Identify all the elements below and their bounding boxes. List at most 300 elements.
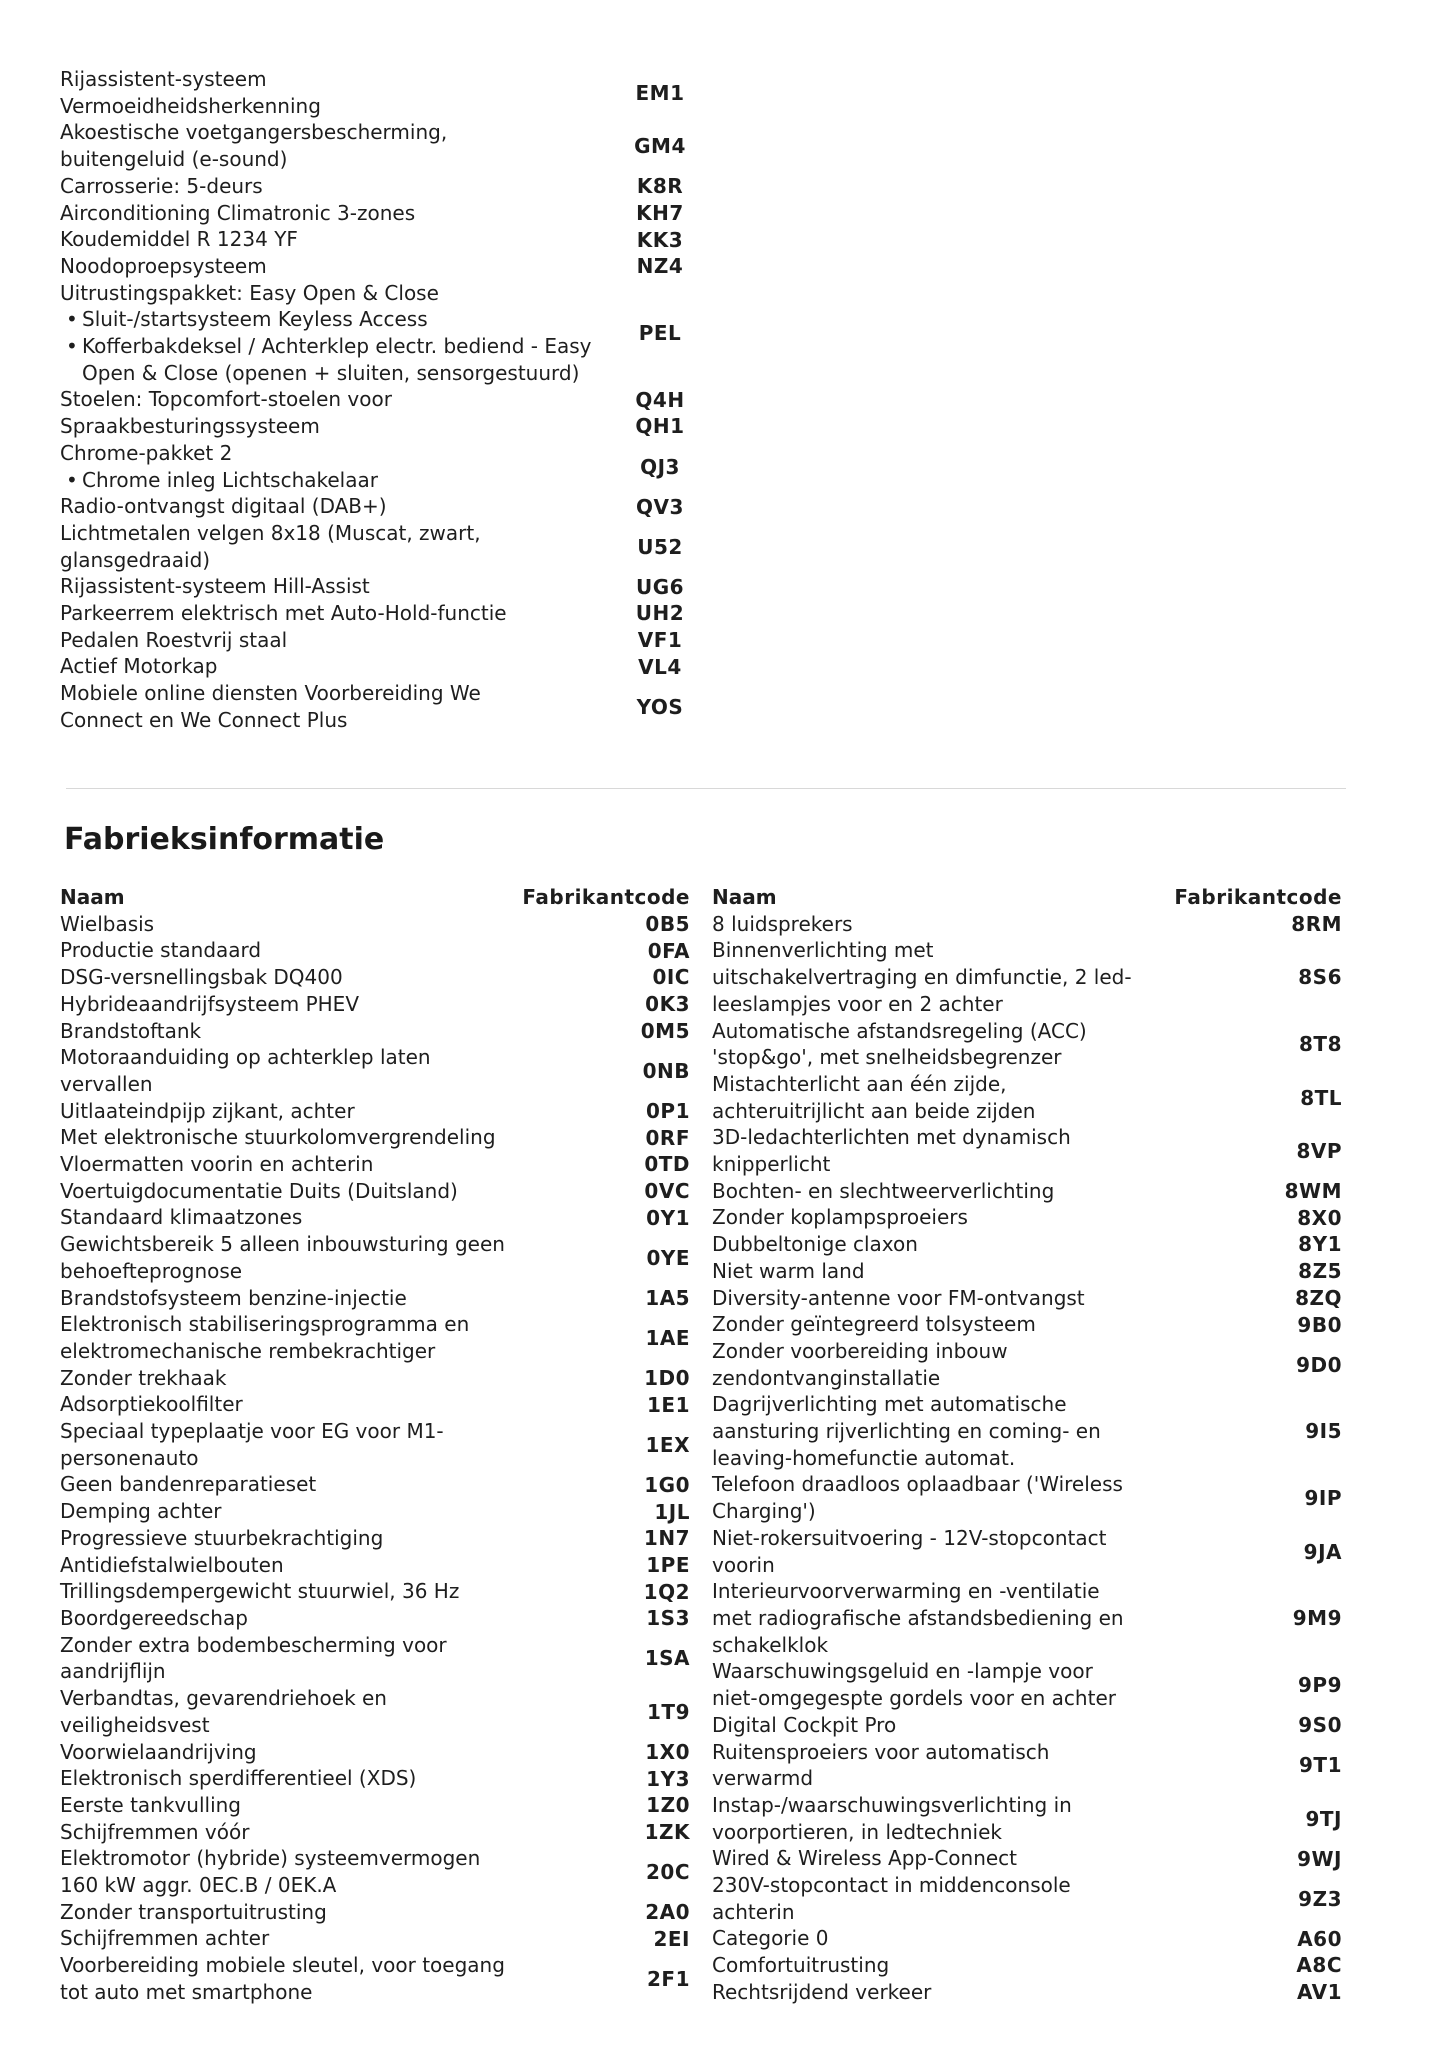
- item-code: 0TD: [644, 1152, 690, 1177]
- option-row: [60, 386, 720, 413]
- label-line: Akoestische voetgangersbescherming,: [60, 120, 448, 145]
- item-code: 1Q2: [643, 1579, 690, 1604]
- label-line: Uitrustingspakket: Easy Open & Close: [60, 280, 439, 305]
- header-code: Fabrikantcode: [1174, 885, 1342, 909]
- item-code: 1JL: [654, 1499, 690, 1524]
- label-line: Charging'): [712, 1499, 816, 1524]
- item-label: [60, 964, 520, 991]
- label-line: uitschakelvertraging en dimfunctie, 2 led-: [712, 965, 1132, 990]
- label-line: 230V-stopcontact in middenconsole: [712, 1873, 1071, 1898]
- item-code: 0IC: [652, 965, 690, 990]
- item-code: 1EX: [645, 1432, 690, 1457]
- item-label: [712, 1792, 1172, 1845]
- label-line: Airconditioning Climatronic 3-zones: [60, 200, 416, 225]
- option-row: [60, 493, 720, 520]
- label-line: Digital Cockpit Pro: [712, 1712, 897, 1737]
- table-row: [60, 1124, 690, 1151]
- table-row: [712, 1712, 1342, 1739]
- item-label: [60, 1952, 520, 2005]
- item-code: 8TL: [1300, 1085, 1342, 1110]
- label-line: Progressieve stuurbekrachtiging: [60, 1525, 384, 1550]
- table-row: [60, 1018, 690, 1045]
- table-row: [712, 1338, 1342, 1391]
- label-line: Standaard klimaatzones: [60, 1205, 303, 1230]
- label-line: Lichtmetalen velgen 8x18 (Muscat, zwart,: [60, 520, 481, 545]
- label-line: buitengeluid (e-sound): [60, 147, 288, 172]
- item-label: [60, 627, 600, 654]
- table-row: [712, 1204, 1342, 1231]
- table-row: [60, 964, 690, 991]
- item-label: [712, 1124, 1172, 1177]
- item-label: [712, 1712, 1172, 1739]
- item-code: 20C: [645, 1860, 690, 1885]
- item-code: 9P9: [1298, 1673, 1342, 1698]
- item-label: [712, 1925, 1172, 1952]
- item-label: [712, 1658, 1172, 1711]
- item-label: [60, 253, 600, 280]
- item-label: [60, 1285, 520, 1312]
- label-line: Stoelen: Topcomfort-stoelen voor: [60, 387, 392, 412]
- option-list: [60, 66, 720, 734]
- option-row: [60, 680, 720, 733]
- factory-table-left: [60, 884, 690, 2006]
- table-row: [60, 1285, 690, 1312]
- label-line: Schijfremmen vóór: [60, 1819, 250, 1844]
- label-line: Voorbereiding mobiele sleutel, voor toegang: [60, 1953, 505, 1978]
- header-code: Fabrikantcode: [522, 885, 690, 909]
- option-row: [60, 253, 720, 280]
- option-row: [60, 573, 720, 600]
- item-label: [712, 1204, 1172, 1231]
- table-row: [712, 1925, 1342, 1952]
- item-code: 2F1: [647, 1966, 690, 1991]
- option-row: [60, 226, 720, 253]
- label-line: vervallen: [60, 1071, 153, 1096]
- table-row: [60, 991, 690, 1018]
- item-code: 8RM: [1291, 912, 1342, 937]
- item-code: 8Y1: [1298, 1232, 1342, 1257]
- header-name: Naam: [712, 885, 777, 909]
- label-line: aandrijflijn: [60, 1659, 166, 1684]
- item-code: KH7: [636, 200, 684, 225]
- table-row: [60, 1925, 690, 1952]
- label-line: Actief Motorkap: [60, 654, 218, 679]
- item-label: [60, 1018, 520, 1045]
- table-row: [712, 1845, 1342, 1872]
- item-label: [60, 1632, 520, 1685]
- table-row: [60, 1819, 690, 1846]
- item-label: [60, 1311, 520, 1364]
- item-code: QJ3: [640, 454, 680, 479]
- table-row: [712, 1872, 1342, 1925]
- item-code: 8X0: [1297, 1205, 1342, 1230]
- label-line: Vermoeidheidsherkenning: [60, 93, 321, 118]
- label-line: knipperlicht: [712, 1152, 831, 1177]
- item-label: [60, 1231, 520, 1284]
- label-line: Elektronisch sperdifferentieel (XDS): [60, 1766, 417, 1791]
- item-code: 8WM: [1284, 1179, 1342, 1204]
- label-line: personenauto: [60, 1445, 199, 1470]
- section-divider: [66, 788, 1346, 789]
- label-line: Verbandtas, gevarendriehoek en: [60, 1686, 387, 1711]
- item-code: QV3: [636, 494, 684, 519]
- label-line: Mobiele online diensten Voorbereiding We: [60, 681, 481, 706]
- item-code: UH2: [635, 601, 685, 626]
- table-row: [712, 1578, 1342, 1658]
- label-line: voorportieren, in ledtechniek: [712, 1819, 1002, 1844]
- item-code: 0Y1: [646, 1205, 690, 1230]
- item-code: 1T9: [647, 1699, 690, 1724]
- label-line: Pedalen Roestvrij staal: [60, 627, 288, 652]
- item-code: AV1: [1296, 1980, 1342, 2005]
- item-label: [60, 991, 520, 1018]
- table-row: [712, 1311, 1342, 1338]
- label-line: achterin: [712, 1899, 795, 1924]
- item-code: 1A5: [645, 1285, 690, 1310]
- item-code: A60: [1297, 1926, 1342, 1951]
- table-row: [712, 1178, 1342, 1205]
- label-line: behoefteprognose: [60, 1258, 243, 1283]
- label-line: voorin: [712, 1552, 775, 1577]
- item-label: [60, 1739, 520, 1766]
- item-label: [712, 1231, 1172, 1258]
- item-label: [60, 520, 600, 573]
- table-row: [60, 1765, 690, 1792]
- label-line: met radiografische afstandsbediening en: [712, 1605, 1124, 1630]
- table-row: [60, 1418, 690, 1471]
- table-row: [60, 1952, 690, 2005]
- item-label: [712, 1739, 1172, 1792]
- table-row: [712, 1285, 1342, 1312]
- item-label: [60, 1605, 520, 1632]
- label-line: DSG-versnellingsbak DQ400: [60, 965, 343, 990]
- item-label: [60, 1044, 520, 1097]
- label-line: Rijassistent-systeem: [60, 67, 267, 91]
- item-label: [60, 1845, 520, 1898]
- item-code: 2EI: [653, 1926, 690, 1951]
- item-label: [712, 1979, 1172, 2006]
- item-code: 9S0: [1298, 1713, 1342, 1738]
- item-code: 1Z0: [646, 1793, 690, 1818]
- label-line: 160 kW aggr. 0EC.B / 0EK.A: [60, 1873, 337, 1898]
- item-label: [60, 911, 520, 938]
- label-line: Voorwielaandrijving: [60, 1739, 257, 1764]
- label-line: Niet warm land: [712, 1258, 865, 1283]
- item-code: 1S3: [646, 1606, 690, 1631]
- item-label: [712, 1338, 1172, 1391]
- label-line: Gewichtsbereik 5 alleen inbouwsturing geen: [60, 1232, 505, 1257]
- label-line: veiligheidsvest: [60, 1712, 210, 1737]
- item-code: GM4: [634, 134, 686, 159]
- item-label: [60, 1819, 520, 1846]
- option-row: [60, 627, 720, 654]
- table-row: [60, 1178, 690, 1205]
- label-line: Brandstoftank: [60, 1018, 202, 1043]
- item-code: 0M5: [640, 1018, 690, 1043]
- table-row: [60, 1899, 690, 1926]
- table-row: [60, 1151, 690, 1178]
- label-line: verwarmd: [712, 1766, 814, 1791]
- item-code: VF1: [637, 628, 683, 653]
- label-line: Zonder geïntegreerd tolsysteem: [712, 1312, 1036, 1337]
- table-row: [60, 937, 690, 964]
- item-label: [712, 1952, 1172, 1979]
- table-row: [60, 1685, 690, 1738]
- item-label: [60, 1151, 520, 1178]
- item-label: [60, 1098, 520, 1125]
- table-row: [60, 1739, 690, 1766]
- item-code: 1D0: [644, 1366, 690, 1390]
- label-line: Zonder extra bodembescherming voor: [60, 1632, 447, 1657]
- header-name: Naam: [60, 885, 125, 909]
- item-label: [60, 66, 600, 119]
- item-code: 0K3: [645, 992, 690, 1017]
- label-line: Met elektronische stuurkolomvergrendeling: [60, 1125, 496, 1150]
- label-line: Schijfremmen achter: [60, 1926, 270, 1951]
- table-row: [712, 937, 1342, 1017]
- item-label: [712, 1872, 1172, 1925]
- item-label: [712, 1471, 1172, 1524]
- item-label: [60, 1178, 520, 1205]
- label-line: glansgedraaid): [60, 547, 211, 572]
- label-line: achteruitrijlicht aan beide zijden: [712, 1098, 1036, 1123]
- label-line: Trillingsdempergewicht stuurwiel, 36 Hz: [60, 1579, 460, 1604]
- label-line: Geen bandenreparatieset: [60, 1472, 317, 1497]
- label-line: Voertuigdocumentatie Duits (Duitsland): [60, 1178, 458, 1203]
- label-line: 3D-ledachterlichten met dynamisch: [712, 1125, 1071, 1150]
- label-line: Dubbeltonige claxon: [712, 1232, 918, 1257]
- label-line: Waarschuwingsgeluid en -lampje voor: [712, 1659, 1093, 1684]
- item-code: U52: [637, 534, 683, 559]
- option-row: [60, 600, 720, 627]
- option-row: [60, 413, 720, 440]
- table-row: [60, 1498, 690, 1525]
- item-code: 1PE: [646, 1552, 690, 1577]
- label-line: Diversity-antenne voor FM-ontvangst: [712, 1285, 1085, 1310]
- label-line: Zonder transportuitrusting: [60, 1899, 327, 1924]
- label-line: Eerste tankvulling: [60, 1792, 241, 1817]
- item-label: [712, 1071, 1172, 1124]
- option-row: [60, 653, 720, 680]
- option-row: [60, 119, 720, 172]
- item-label: [712, 1258, 1172, 1285]
- label-line: Binnenverlichting met: [712, 938, 934, 963]
- table-row: [60, 1792, 690, 1819]
- table-row: [60, 1365, 690, 1392]
- item-label: [712, 1391, 1172, 1471]
- item-label: [60, 1685, 520, 1738]
- label-line: Carrosserie: 5-deurs: [60, 173, 263, 198]
- item-code: QH1: [635, 414, 685, 439]
- label-line: 'stop&go', met snelheidsbegrenzer: [712, 1045, 1062, 1070]
- label-line: Telefoon draadloos oplaadbaar ('Wireless: [712, 1472, 1123, 1497]
- table-row: [60, 1632, 690, 1685]
- item-code: EM1: [635, 80, 685, 105]
- item-label: [60, 573, 600, 600]
- item-label: [60, 173, 600, 200]
- item-code: 9Z3: [1298, 1886, 1342, 1911]
- label-line: schakelklok: [712, 1632, 829, 1657]
- label-line: Brandstofsysteem benzine-injectie: [60, 1285, 407, 1310]
- table-row: [60, 1098, 690, 1125]
- table-row: [712, 1792, 1342, 1845]
- item-code: UG6: [635, 574, 685, 599]
- item-code: PEL: [638, 321, 682, 346]
- table-row: [60, 1391, 690, 1418]
- item-code: 0VC: [644, 1179, 690, 1204]
- table-row: [60, 1471, 690, 1498]
- label-line: Hybrideaandrijfsysteem PHEV: [60, 991, 359, 1016]
- item-code: 8T8: [1299, 1032, 1342, 1057]
- item-label: [60, 1204, 520, 1231]
- label-line: Niet-rokersuitvoering - 12V-stopcontact: [712, 1525, 1107, 1550]
- item-label: [60, 1792, 520, 1819]
- item-label: [712, 1525, 1172, 1578]
- item-code: 0YE: [646, 1245, 690, 1270]
- item-code: 9WJ: [1297, 1846, 1342, 1871]
- item-code: A8C: [1296, 1953, 1342, 1978]
- label-line: Comfortuitrusting: [712, 1953, 890, 1978]
- label-line: Dagrijverlichting met automatische: [712, 1392, 1067, 1417]
- factory-table-right: [712, 884, 1342, 2006]
- label-line: Vloermatten voorin en achterin: [60, 1152, 374, 1177]
- label-line: aansturing rijverlichting en coming- en: [712, 1419, 1101, 1444]
- item-label: [60, 226, 600, 253]
- item-label: [60, 1391, 520, 1418]
- item-code: 9I5: [1305, 1419, 1342, 1444]
- label-line: Noodoproepsysteem: [60, 253, 267, 278]
- label-line: Instap-/waarschuwingsverlichting in: [712, 1792, 1072, 1817]
- table-row: [712, 1739, 1342, 1792]
- table-row: [712, 1658, 1342, 1711]
- item-code: 8S6: [1298, 965, 1342, 990]
- item-code: 0P1: [646, 1098, 690, 1123]
- label-line: Speciaal typeplaatje voor EG voor M1-: [60, 1419, 444, 1444]
- item-label: [712, 1578, 1172, 1658]
- item-code: 0NB: [642, 1058, 690, 1083]
- table-row: [712, 1018, 1342, 1071]
- item-label: [712, 937, 1172, 1017]
- option-row: [60, 173, 720, 200]
- label-line: Ruitensproeiers voor automatisch: [712, 1739, 1050, 1764]
- label-line: Koudemiddel R 1234 YF: [60, 227, 298, 252]
- item-code: 8ZQ: [1295, 1285, 1342, 1310]
- label-line: Antidiefstalwielbouten: [60, 1552, 284, 1577]
- item-label: [60, 386, 600, 413]
- item-label: [60, 1765, 520, 1792]
- label-line: Boordgereedschap: [60, 1605, 248, 1630]
- item-label: [60, 1899, 520, 1926]
- item-label: [712, 1178, 1172, 1205]
- item-code: NZ4: [636, 254, 684, 279]
- table-row: [60, 1231, 690, 1284]
- item-code: 8VP: [1296, 1139, 1342, 1164]
- item-code: 0B5: [645, 912, 690, 937]
- item-label: [60, 1498, 520, 1525]
- table-row: [60, 1311, 690, 1364]
- label-line: niet-omgegespte gordels voor en achter: [712, 1686, 1116, 1711]
- label-line: Rechtsrijdend verkeer: [712, 1979, 932, 2004]
- label-line: Connect en We Connect Plus: [60, 707, 348, 732]
- item-code: VL4: [638, 654, 682, 679]
- label-line: tot auto met smartphone: [60, 1979, 313, 2004]
- table-row: [60, 1845, 690, 1898]
- table-row: [60, 1552, 690, 1579]
- option-row: [60, 280, 720, 387]
- table-row: [712, 1258, 1342, 1285]
- label-line: Wired & Wireless App-Connect: [712, 1846, 1018, 1871]
- item-label: [712, 1845, 1172, 1872]
- item-label: [60, 1418, 520, 1471]
- label-line: Zonder koplampsproeiers: [712, 1205, 968, 1230]
- item-label: [60, 119, 600, 172]
- label-line: Bochten- en slechtweerverlichting: [712, 1178, 1055, 1203]
- table-row: [712, 1471, 1342, 1524]
- table-row: [712, 1979, 1342, 2006]
- label-line: elektromechanische rembekrachtiger: [60, 1338, 436, 1363]
- table-header: [712, 884, 1342, 911]
- table-row: [712, 1391, 1342, 1471]
- label-line: Spraakbesturingssysteem: [60, 414, 320, 439]
- label-line: Zonder voorbereiding inbouw: [712, 1338, 1008, 1363]
- item-label: [60, 680, 600, 733]
- item-code: 1G0: [644, 1472, 690, 1497]
- bullet-item: • Kofferbakdeksel / Achterklep electr. bediend - Easy Open & Close (openen + sluiten, sensorgestuurd): [60, 333, 600, 386]
- item-code: KK3: [636, 227, 684, 252]
- item-label: [60, 600, 600, 627]
- item-code: 1X0: [645, 1739, 690, 1764]
- item-code: Q4H: [635, 387, 685, 412]
- table-row: [60, 1578, 690, 1605]
- table-row: [712, 1231, 1342, 1258]
- item-code: 9IP: [1304, 1486, 1342, 1511]
- option-row: [60, 200, 720, 227]
- item-label: [60, 200, 600, 227]
- item-code: 0RF: [645, 1125, 690, 1150]
- item-label: [60, 653, 600, 680]
- item-label: [60, 440, 600, 493]
- label-line: Interieurvoorverwarming en -ventilatie: [712, 1579, 1100, 1604]
- table-row: [712, 911, 1342, 938]
- table-row: [60, 1204, 690, 1231]
- table-header: [60, 884, 690, 911]
- item-code: 0FA: [647, 938, 690, 963]
- label-line: leaving-homefunctie automat.: [712, 1445, 1016, 1470]
- item-label: [712, 1311, 1172, 1338]
- item-label: [60, 1525, 520, 1552]
- item-label: [60, 1578, 520, 1605]
- item-code: 9D0: [1296, 1352, 1342, 1377]
- item-label: [60, 280, 600, 387]
- item-code: 9M9: [1292, 1606, 1342, 1631]
- table-row: [712, 1525, 1342, 1578]
- label-line: Uitlaateindpijp zijkant, achter: [60, 1098, 355, 1123]
- label-line: Wielbasis: [60, 911, 155, 936]
- bullet-item: • Chrome inleg Lichtschakelaar: [60, 467, 600, 494]
- item-code: K8R: [636, 174, 684, 199]
- label-line: Chrome-pakket 2: [60, 440, 233, 465]
- option-row: [60, 440, 720, 493]
- bullet-item: • Sluit-/startsysteem Keyless Access: [60, 306, 600, 333]
- item-label: [712, 911, 1172, 938]
- item-code: YOS: [636, 694, 684, 719]
- item-code: 9B0: [1297, 1312, 1342, 1337]
- label-line: Demping achter: [60, 1499, 222, 1524]
- item-code: 9JA: [1303, 1539, 1342, 1564]
- label-line: Mistachterlicht aan één zijde,: [712, 1071, 1007, 1096]
- table-row: [60, 911, 690, 938]
- item-label: [60, 937, 520, 964]
